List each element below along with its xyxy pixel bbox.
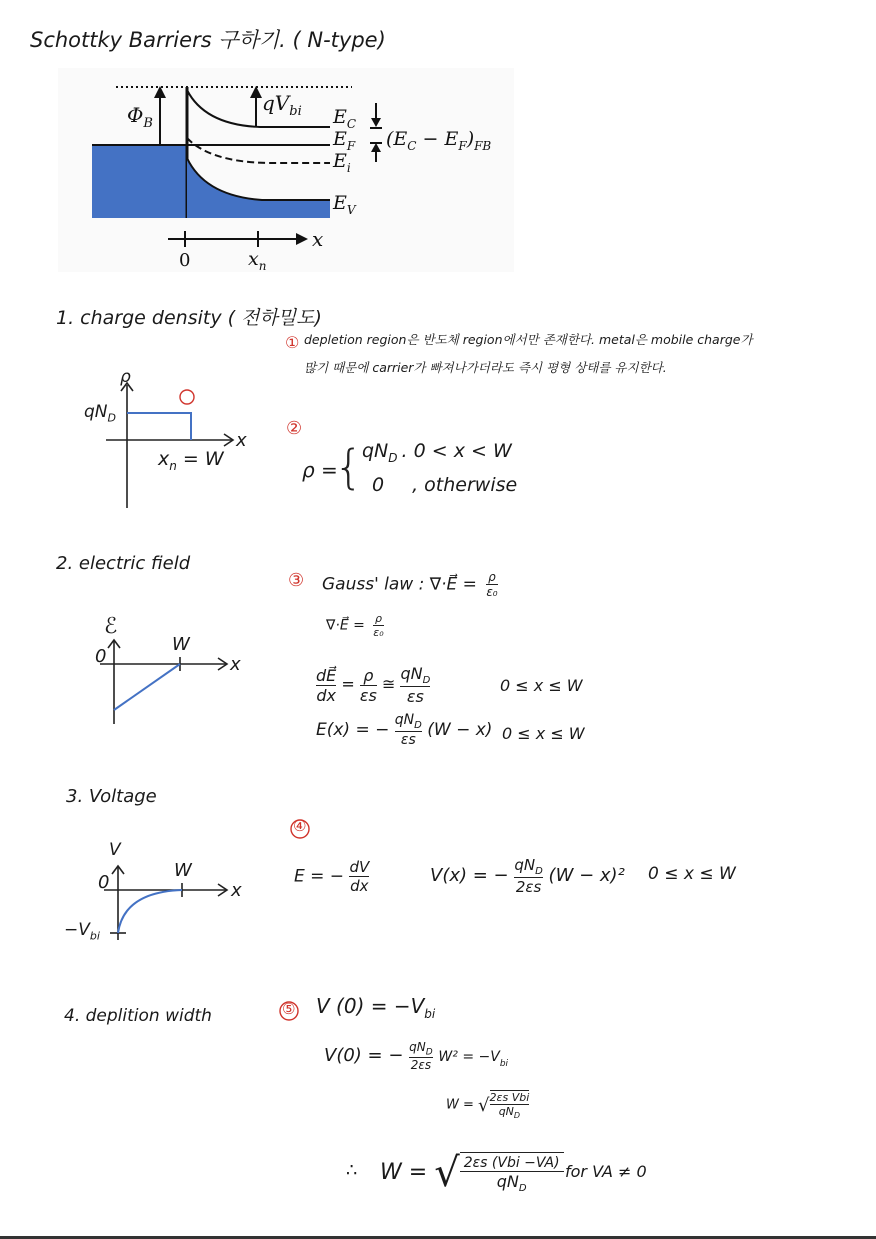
v-x-label: x bbox=[231, 880, 242, 901]
range1: 0 ≤ x ≤ W bbox=[500, 676, 583, 695]
wf-condition: for VA ≠ 0 bbox=[565, 1162, 647, 1181]
item5-number: ⑤ bbox=[282, 1000, 296, 1018]
vbi-label: $-V_{bi}$ bbox=[64, 920, 100, 943]
v-zero-label: 0 bbox=[98, 872, 110, 893]
qnd-label: $qN_D$ bbox=[84, 402, 116, 425]
rho-equation: ρ = bbox=[302, 458, 338, 482]
ex-equation: E(x) = − $qN_D$ εs (W − x) bbox=[316, 712, 493, 748]
x-axis-label: x bbox=[312, 227, 324, 251]
ev-label: $E_V$ bbox=[333, 192, 356, 217]
note1-line1: depletion region은 반도체 region에서만 존재한다. metal은 mobile charge가 bbox=[304, 332, 753, 347]
graph-x-label: x bbox=[236, 430, 247, 451]
v-axis-label: V bbox=[109, 840, 121, 860]
v0-equation: V $(0) = -V_{bi}$ bbox=[316, 994, 436, 1021]
xn-w-label: $x_n = W$ bbox=[158, 448, 224, 473]
therefore-symbol: ∴ bbox=[346, 1160, 358, 1181]
case2: 0 , otherwise bbox=[372, 474, 518, 496]
tick-xn: $x_n$ bbox=[248, 248, 267, 273]
e-zero-label: 0 bbox=[95, 646, 107, 667]
vx-equation: V(x) = − $qN_D$ 2εs (W − x)² bbox=[430, 856, 625, 896]
item4-number: ④ bbox=[293, 817, 307, 835]
page-title: Schottky Barriers 구하기. ( N-type) bbox=[30, 28, 386, 52]
e-x-label: x bbox=[230, 654, 241, 675]
e-axis-label: ℰ bbox=[104, 614, 118, 639]
w-equation: W = √ 2εs Vbi $qN_D$ bbox=[446, 1091, 530, 1121]
range2: 0 ≤ x ≤ W bbox=[502, 724, 585, 743]
phib-label: $\Phi_B$ bbox=[127, 103, 153, 131]
ei-label: $E_i$ bbox=[333, 150, 351, 175]
note1-number: ① bbox=[285, 333, 300, 352]
range3: 0 ≤ x ≤ W bbox=[648, 864, 736, 884]
note1-line2: 많기 때문에 carrier가 빠져나가더라도 즉시 평형 상태를 유지한다. bbox=[304, 360, 667, 375]
tick-zero: 0 bbox=[179, 250, 191, 271]
v-w-label: W bbox=[174, 860, 192, 881]
v0b-equation: V(0) = − $qN_D$ 2εs $W^2 = -V_{bi}$ bbox=[324, 1040, 509, 1073]
section1-heading: 1. charge density ( 전하밀도) bbox=[56, 307, 322, 329]
div-equation: ∇·E⃗ = $\frac{\rho}{\text{ε₀}}$ bbox=[326, 612, 384, 639]
e-w-label: W bbox=[172, 634, 190, 655]
voltage-curve bbox=[118, 890, 182, 933]
qvbi-label: $qV_{bi}$ bbox=[262, 91, 302, 119]
brace: { bbox=[334, 440, 364, 494]
dedx-equation: $\frac{dE⃗}{dx}$ = $\frac{\rho}{\varepsilon s}$ ≅ $qN_D$ εs bbox=[316, 664, 431, 707]
case1: $qN_D$ . 0 < x < W bbox=[362, 440, 512, 465]
e-dv-equation: E = − $\frac{dV}{dx}$ bbox=[294, 858, 370, 895]
ec-label: $E_C$ bbox=[333, 106, 357, 131]
wf-equation: W = √ 2εs (Vbi −VA) $qN_D$ bbox=[380, 1150, 564, 1196]
rho-axis-label: ρ bbox=[120, 367, 131, 387]
section3-heading: 3. Voltage bbox=[66, 786, 157, 807]
item2-number: ② bbox=[286, 418, 303, 439]
section4-heading: 4. deplition width bbox=[64, 1006, 212, 1026]
fb-label: $(E_C - E_F)_{FB}$ bbox=[386, 128, 492, 153]
section2-heading: 2. electric field bbox=[56, 553, 191, 574]
ef-label: $E_F$ bbox=[333, 128, 356, 153]
gauss-law: Gauss' law : ∇·E⃗ = $\frac{\rho}{\text{ε₀}}$ bbox=[322, 570, 498, 599]
item3-number: ③ bbox=[288, 570, 305, 591]
